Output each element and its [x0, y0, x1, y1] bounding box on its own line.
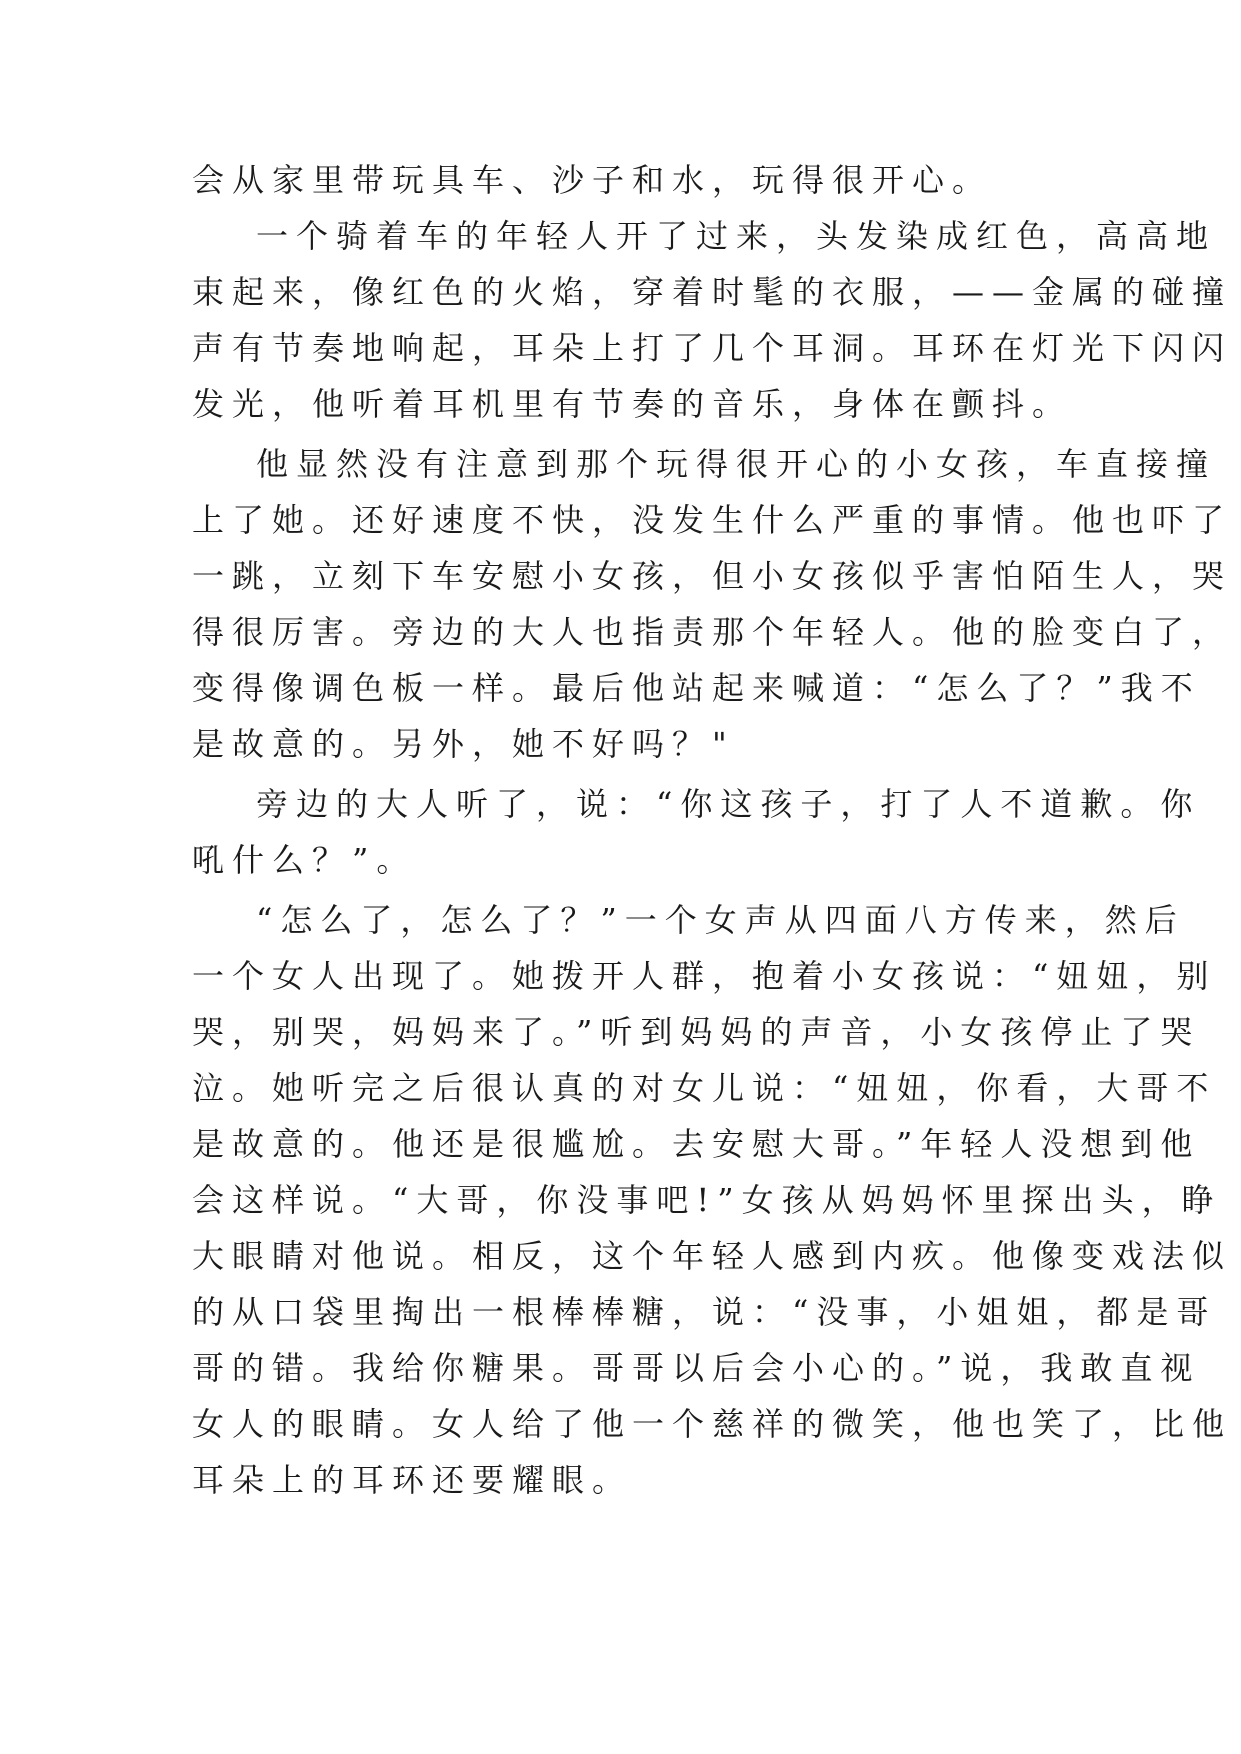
text-line-3: 束起来，像红色的火焰，穿着时髦的衣服，——金属的碰撞: [192, 273, 1233, 311]
text-line-7: 上了她。还好速度不快，没发生什么严重的事情。他也吓了: [192, 501, 1233, 539]
text-line-10: 变得像调色板一样。最后他站起来喊道：“怎么了？”我不: [192, 669, 1201, 707]
text-line-4: 声有节奏地响起，耳朵上打了几个耳洞。耳环在灯光下闪闪: [192, 329, 1233, 367]
text-line-14: “怎么了，怎么了？”一个女声从四面八方传来，然后: [256, 901, 1185, 939]
text-line-9: 得很厉害。旁边的大人也指责那个年轻人。他的脸变白了，: [192, 613, 1233, 651]
text-line-21: 的从口袋里掏出一根棒棒糖，说：“没事，小姐姐，都是哥: [192, 1293, 1217, 1331]
text-line-6: 他显然没有注意到那个玩得很开心的小女孩，车直接撞: [256, 445, 1217, 483]
text-line-1: 会从家里带玩具车、沙子和水，玩得很开心。: [192, 161, 993, 199]
text-line-11: 是故意的。另外，她不好吗？": [192, 725, 735, 763]
text-line-5: 发光，他听着耳机里有节奏的音乐，身体在颤抖。: [192, 385, 1073, 423]
text-line-20: 大眼睛对他说。相反，这个年轻人感到内疚。他像变戏法似: [192, 1237, 1233, 1275]
text-line-17: 泣。她听完之后很认真的对女儿说：“妞妞，你看，大哥不: [192, 1069, 1217, 1107]
text-line-8: 一跳，立刻下车安慰小女孩，但小女孩似乎害怕陌生人，哭: [192, 557, 1233, 595]
text-line-19: 会这样说。“大哥，你没事吧!”女孩从妈妈怀里探出头，睁: [192, 1181, 1222, 1219]
text-line-16: 哭，别哭，妈妈来了。”听到妈妈的声音，小女孩停止了哭: [192, 1013, 1201, 1051]
text-line-12: 旁边的大人听了，说：“你这孩子，打了人不道歉。你: [256, 785, 1201, 823]
text-line-15: 一个女人出现了。她拨开人群，抱着小女孩说：“妞妞，别: [192, 957, 1217, 995]
text-line-22: 哥的错。我给你糖果。哥哥以后会小心的。”说，我敢直视: [192, 1349, 1201, 1387]
text-line-2: 一个骑着车的年轻人开了过来，头发染成红色，高高地: [256, 217, 1217, 255]
text-line-18: 是故意的。他还是很尴尬。去安慰大哥。”年轻人没想到他: [192, 1125, 1201, 1163]
text-line-23: 女人的眼睛。女人给了他一个慈祥的微笑，他也笑了，比他: [192, 1405, 1233, 1443]
text-line-13: 吼什么？”。: [192, 841, 417, 879]
text-line-24: 耳朵上的耳环还要耀眼。: [192, 1461, 633, 1499]
